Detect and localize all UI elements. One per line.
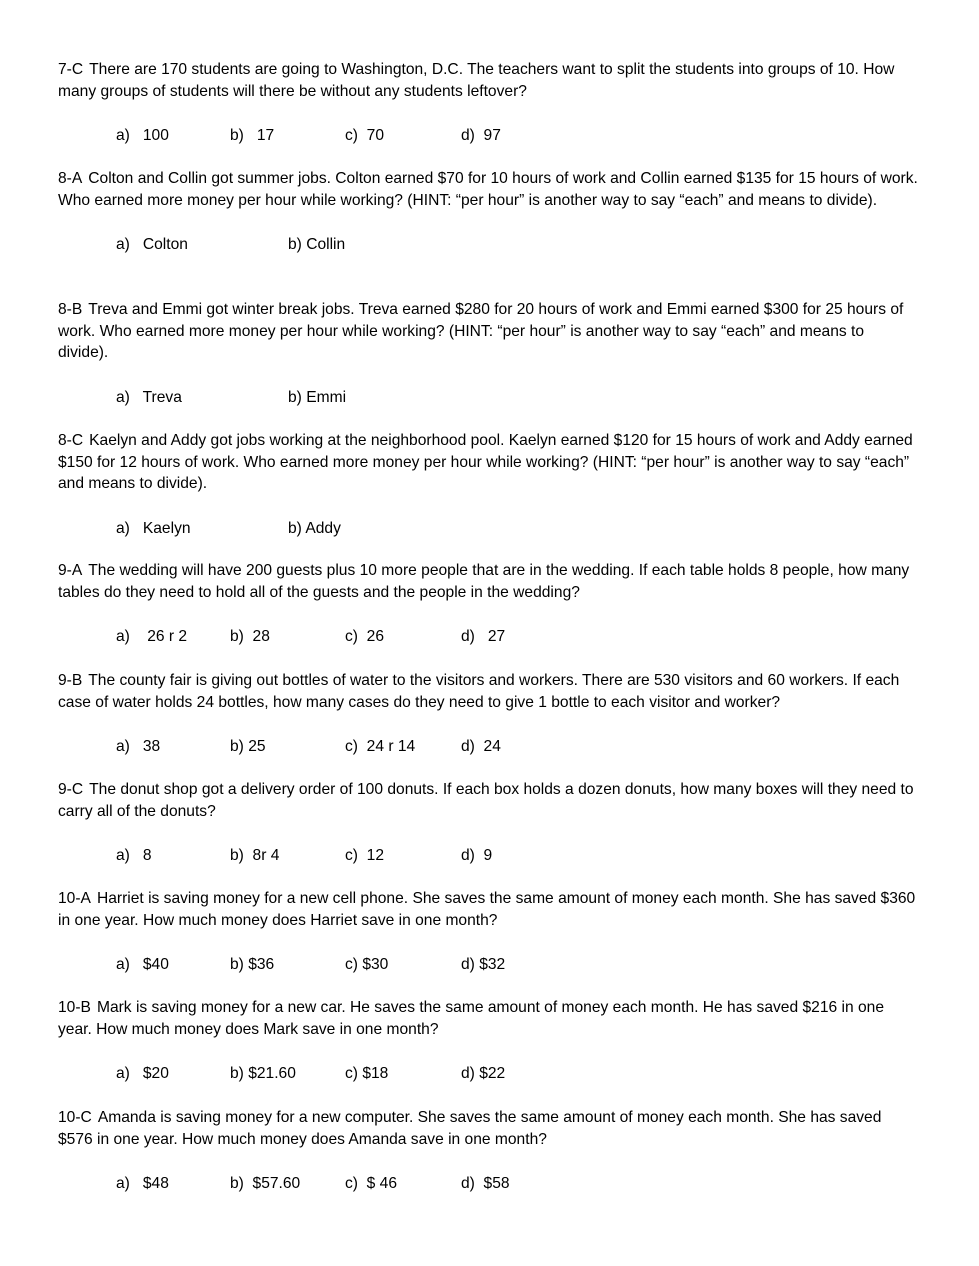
question-text [58, 59, 918, 102]
answer-d[interactable]: d) 97 [461, 127, 501, 144]
answer-b[interactable]: b) Addy [288, 519, 341, 537]
answer-b[interactable]: b) 17 [230, 127, 275, 144]
question-8c [58, 430, 918, 540]
answer-c[interactable]: c) $18 [345, 1065, 389, 1082]
question-7c [58, 59, 918, 147]
answer-d[interactable]: d) 24 [461, 738, 501, 755]
question-label: 9-B [58, 672, 83, 689]
question-9b [58, 670, 918, 758]
answer-choices [58, 234, 918, 256]
question-label: 9-C [58, 781, 84, 798]
question-8b [58, 299, 918, 409]
question-body: Colton and Collin got summer jobs. Colton earned $70 for 10 hours of work and Collin earned $135 for 15 hours of work. Who earned more money per hour while working? (HINT: “per hour” is another way to say “each” and means to divide). [58, 170, 918, 209]
answer-choices [58, 125, 918, 147]
question-label: 10-C [58, 1109, 92, 1126]
answer-a[interactable]: a) Colton [116, 236, 188, 253]
question-9a [58, 560, 918, 648]
answer-a[interactable]: a) Kaelyn [116, 519, 191, 537]
question-text [58, 299, 918, 364]
answer-b[interactable]: b) 25 [230, 738, 266, 755]
answer-b[interactable]: b) $21.60 [230, 1065, 296, 1082]
question-body: The wedding will have 200 guests plus 10 more people that are in the wedding. If each table holds 8 people, how many tables do they need to hold all of the guests and the people in the wedding? [58, 562, 910, 601]
question-body: The county fair is giving out bottles of water to the visitors and workers. There are 530 visitors and 60 workers. If each case of water holds 24 bottles, how many cases do they need to give 1 bottle to each visitor and worker? [58, 672, 900, 711]
question-8a [58, 168, 918, 256]
answer-d[interactable]: d) 9 [461, 847, 493, 864]
question-text [58, 997, 918, 1040]
answer-choices [58, 736, 918, 758]
answer-choices [58, 1063, 918, 1085]
answer-b[interactable]: b) 8r 4 [230, 847, 280, 864]
question-body: Treva and Emmi got winter break jobs. Treva earned $280 for 20 hours of work and Emmi earned $300 for 25 hours of work. Who earned more money per hour while working? (HINT: “per hour” is another way to say “each” and means to divide). [58, 301, 904, 361]
answer-a[interactable]: a) Treva [116, 388, 182, 406]
answer-choices [58, 954, 918, 976]
answer-b[interactable]: b) 28 [230, 628, 270, 645]
answer-a[interactable]: a) 26 r 2 [116, 628, 188, 645]
answer-choices [58, 626, 918, 648]
answer-c[interactable]: c) $ 46 [345, 1175, 398, 1192]
question-10c [58, 1107, 918, 1195]
answer-choices [58, 845, 918, 867]
answer-choices [58, 1173, 918, 1195]
question-text [58, 1107, 918, 1150]
question-10a [58, 888, 918, 976]
question-body: Mark is saving money for a new car. He saves the same amount of money each month. He has saved $216 in one year. How much money does Mark save in one month? [58, 999, 884, 1038]
question-body: Kaelyn and Addy got jobs working at the neighborhood pool. Kaelyn earned $120 for 15 hours of work and Addy earned $150 for 12 hours of work. Who earned more money per hour while working? (HINT: “per hour” is another way to say “each” and means to divide). [58, 432, 913, 492]
answer-c[interactable]: c) 26 [345, 628, 384, 645]
question-label: 10-B [58, 999, 91, 1016]
answer-c[interactable]: c) 70 [345, 127, 384, 144]
question-9c [58, 779, 918, 867]
answer-a[interactable]: a) 100 [116, 127, 169, 144]
question-text [58, 888, 918, 931]
answer-choices [58, 518, 918, 540]
answer-a[interactable]: a) $40 [116, 956, 169, 973]
answer-a[interactable]: a) 8 [116, 847, 152, 864]
question-label: 10-A [58, 890, 91, 907]
question-body: The donut shop got a delivery order of 100 donuts. If each box holds a dozen donuts, how many boxes will they need to carry all of the donuts? [58, 781, 914, 820]
question-text [58, 430, 918, 495]
answer-a[interactable]: a) $48 [116, 1175, 169, 1192]
answer-c[interactable]: c) 24 r 14 [345, 738, 416, 755]
answer-c[interactable]: c) $30 [345, 956, 389, 973]
answer-d[interactable]: d) $58 [461, 1175, 510, 1192]
question-label: 9-A [58, 562, 83, 579]
question-body: Harriet is saving money for a new cell phone. She saves the same amount of money each month. She has saved $360 in one year. How much money does Harriet save in one month? [58, 890, 916, 929]
question-label: 8-C [58, 432, 84, 449]
question-label: 8-A [58, 170, 83, 187]
question-text [58, 168, 918, 211]
question-body: Amanda is saving money for a new computer. She saves the same amount of money each month. She has saved $576 in one year. How much money does Amanda save in one month? [58, 1109, 882, 1148]
question-text [58, 560, 918, 603]
answer-d[interactable]: d) $32 [461, 956, 506, 973]
answer-d[interactable]: d) 27 [461, 628, 506, 645]
question-body: There are 170 students are going to Washington, D.C. The teachers want to split the students into groups of 10. How many groups of students will there be without any students leftover? [58, 61, 895, 100]
answer-choices [58, 387, 918, 409]
answer-b[interactable]: b) Collin [288, 236, 346, 253]
answer-b[interactable]: b) $36 [230, 956, 275, 973]
answer-b[interactable]: b) $57.60 [230, 1175, 301, 1192]
answer-a[interactable]: a) 38 [116, 738, 161, 755]
question-label: 7-C [58, 61, 84, 78]
question-10b [58, 997, 918, 1085]
question-text [58, 779, 918, 822]
answer-a[interactable]: a) $20 [116, 1065, 169, 1082]
question-text [58, 670, 918, 713]
question-label: 8-B [58, 301, 83, 318]
answer-c[interactable]: c) 12 [345, 847, 384, 864]
answer-b[interactable]: b) Emmi [288, 388, 347, 406]
answer-d[interactable]: d) $22 [461, 1065, 506, 1082]
